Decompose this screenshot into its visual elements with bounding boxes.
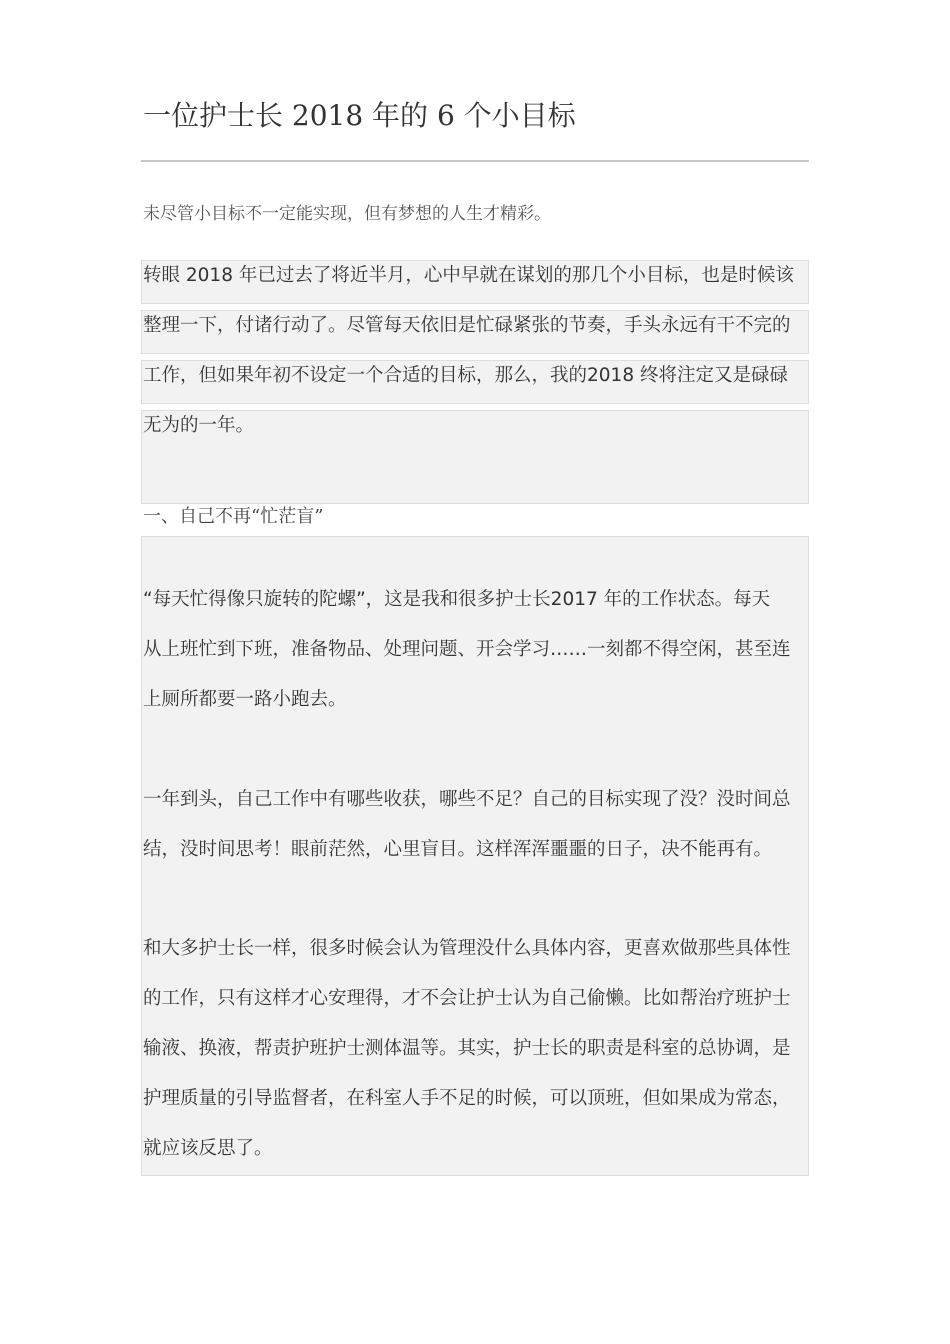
section-line: 结，没时间思考！眼前茫然，心里盲目。这样浑浑噩噩的日子，决不能再有。	[143, 839, 773, 860]
intro-line: 转眼 2018 年已过去了将近半月，心中早就在谋划的那几个小目标，也是时候该	[143, 265, 794, 286]
intro-line: 无为的一年。	[143, 415, 255, 436]
section-line: 护理质量的引导监督者，在科室人手不足的时候，可以顶班，但如果成为常态，	[143, 1088, 791, 1109]
section-line: 输液、换液，帮责护班护士测体温等。其实，护士长的职责是科室的总协调，是	[143, 1038, 791, 1059]
section-line: 一年到头，自己工作中有哪些收获，哪些不足？自己的目标实现了没？没时间总	[143, 789, 791, 810]
title-divider	[141, 160, 809, 162]
intro-line: 工作，但如果年初不设定一个合适的目标，那么，我的2018 终将注定又是碌碌	[143, 365, 788, 386]
document-subtitle: 未尽管小目标不一定能实现，但有梦想的人生才精彩。	[143, 204, 551, 224]
section-line: “每天忙得像只旋转的陀螺”，这是我和很多护士长2017 年的工作状态。每天	[143, 589, 771, 610]
section-line: 上厕所都要一路小跑去。	[143, 689, 347, 710]
intro-line: 整理一下，付诸行动了。尽管每天依旧是忙碌紧张的节奏，手头永远有干不完的	[143, 315, 791, 336]
section-line: 就应该反思了。	[143, 1138, 273, 1159]
document-title: 一位护士长 2018 年的 6 个小目标	[143, 99, 576, 132]
section-heading: 一、自己不再“忙茫盲”	[143, 506, 324, 527]
section-line: 从上班忙到下班，准备物品、处理问题、开会学习……一刻都不得空闲，甚至连	[143, 639, 791, 660]
section-line: 和大多护士长一样，很多时候会认为管理没什么具体内容，更喜欢做那些具体性	[143, 938, 791, 959]
section-line: 的工作，只有这样才心安理得，才不会让护士认为自己偷懒。比如帮治疗班护士	[143, 988, 791, 1009]
